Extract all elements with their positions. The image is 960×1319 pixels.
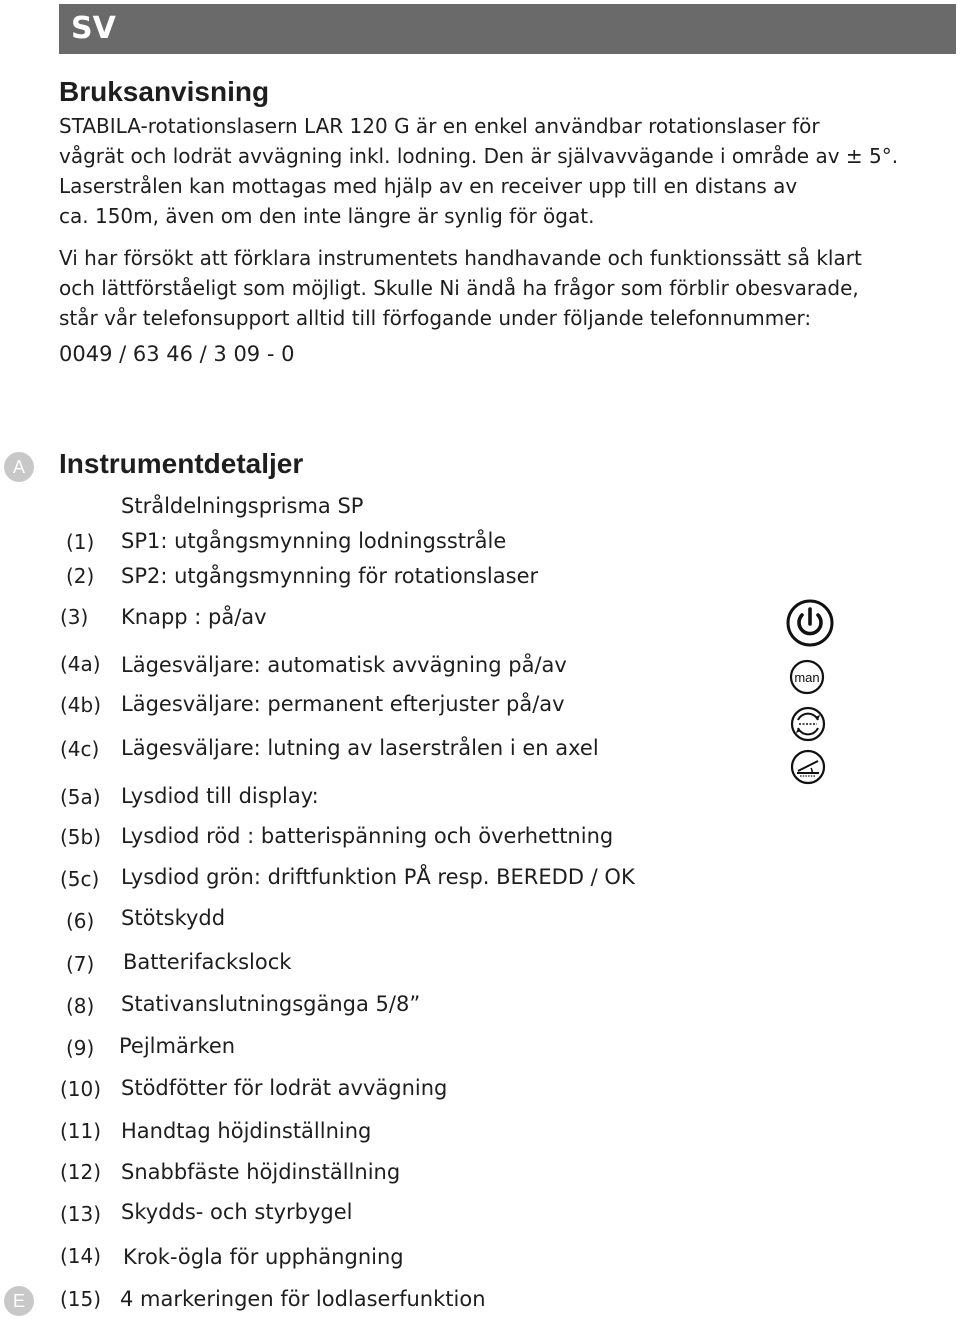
item-text: Lägesväljare: permanent efterjuster på/av xyxy=(121,692,565,716)
section-marker-a: A xyxy=(4,452,34,482)
power-icon xyxy=(785,598,835,648)
intro-line: STABILA-rotationslasern LAR 120 G är en enkel användbar rotationslaser för xyxy=(59,114,820,138)
item-text: Snabbfäste höjdinställning xyxy=(121,1160,401,1184)
item-number: (2) xyxy=(66,564,95,588)
manual-title: Bruksanvisning xyxy=(59,76,270,107)
item-text: SP2: utgångsmynning för rotationslaser xyxy=(121,564,539,588)
item-number: (8) xyxy=(66,994,95,1018)
item-text: SP1: utgångsmynning lodningsstråle xyxy=(121,529,507,553)
prism-subheading: Stråldelningsprisma SP xyxy=(121,494,364,518)
item-number: (5b) xyxy=(60,825,102,849)
item-text: Lägesväljare: automatisk avvägning på/av xyxy=(121,653,567,677)
support-line: står vår telefonsupport alltid till förfogande under följande telefonnummer: xyxy=(59,306,812,330)
item-number: (7) xyxy=(66,952,95,976)
item-number: (4c) xyxy=(60,737,100,761)
item-text: Lysdiod till display: xyxy=(121,784,319,808)
item-text: Krok-ögla för upphängning xyxy=(123,1245,404,1269)
support-line: och lättförståeligt som möjligt. Skulle Ni ändå ha frågor som förblir obesvarade, xyxy=(59,276,859,300)
item-text: Stötskydd xyxy=(121,906,226,930)
item-number: (13) xyxy=(60,1202,102,1226)
item-text: Batterifackslock xyxy=(123,950,292,974)
item-number: (14) xyxy=(60,1244,102,1268)
item-number: (15) xyxy=(60,1287,102,1311)
intro-line: Laserstrålen kan mottagas med hjälp av en receiver upp till en distans av xyxy=(59,174,798,198)
support-line: Vi har försökt att förklara instrumentets handhavande och funktionssätt så klart xyxy=(59,246,862,270)
item-text: Stativanslutningsgänga 5/8” xyxy=(121,992,421,1016)
item-number: (10) xyxy=(60,1077,102,1101)
tilt-axis-icon xyxy=(790,749,826,785)
support-paragraph xyxy=(59,243,954,333)
item-number: (1) xyxy=(66,530,95,554)
support-phone-number: 0049 / 63 46 / 3 09 - 0 xyxy=(59,342,295,366)
item-number: (9) xyxy=(66,1036,95,1060)
item-number: (4b) xyxy=(60,693,102,717)
permanent-adjust-icon xyxy=(790,706,826,742)
item-number: (3) xyxy=(60,605,89,629)
item-number: (4a) xyxy=(60,652,101,676)
intro-line: ca. 150m, även om den inte längre är synlig för ögat. xyxy=(59,204,595,228)
intro-line: vågrät och lodrät avvägning inkl. lodning. Den är självavvägande i område av ± 5°. xyxy=(59,144,899,168)
item-number: (11) xyxy=(60,1119,102,1143)
item-text: Knapp : på/av xyxy=(121,605,267,629)
item-text: Skydds- och styrbygel xyxy=(121,1200,353,1224)
language-bar xyxy=(59,4,956,54)
item-text: Lysdiod grön: driftfunktion PÅ resp. BEREDD / OK xyxy=(121,865,635,889)
item-number: (12) xyxy=(60,1160,102,1184)
item-text: Lysdiod röd : batterispänning och överhettning xyxy=(121,824,614,848)
details-title: Instrumentdetaljer xyxy=(59,448,304,479)
language-code: SV xyxy=(71,11,116,46)
item-text: Pejlmärken xyxy=(119,1034,236,1058)
item-text: Stödfötter för lodrät avvägning xyxy=(121,1076,448,1100)
item-number: (5a) xyxy=(60,785,101,809)
section-marker-e: E xyxy=(4,1286,34,1316)
item-number: (5c) xyxy=(60,867,100,891)
intro-paragraph xyxy=(59,111,954,231)
item-number: (6) xyxy=(66,909,95,933)
manual-mode-label: man xyxy=(794,670,820,685)
item-text: Handtag höjdinställning xyxy=(121,1119,372,1143)
item-text: 4 markeringen för lodlaserfunktion xyxy=(120,1287,486,1311)
item-text: Lägesväljare: lutning av laserstrålen i en axel xyxy=(121,736,599,760)
manual-mode-icon xyxy=(789,659,825,695)
